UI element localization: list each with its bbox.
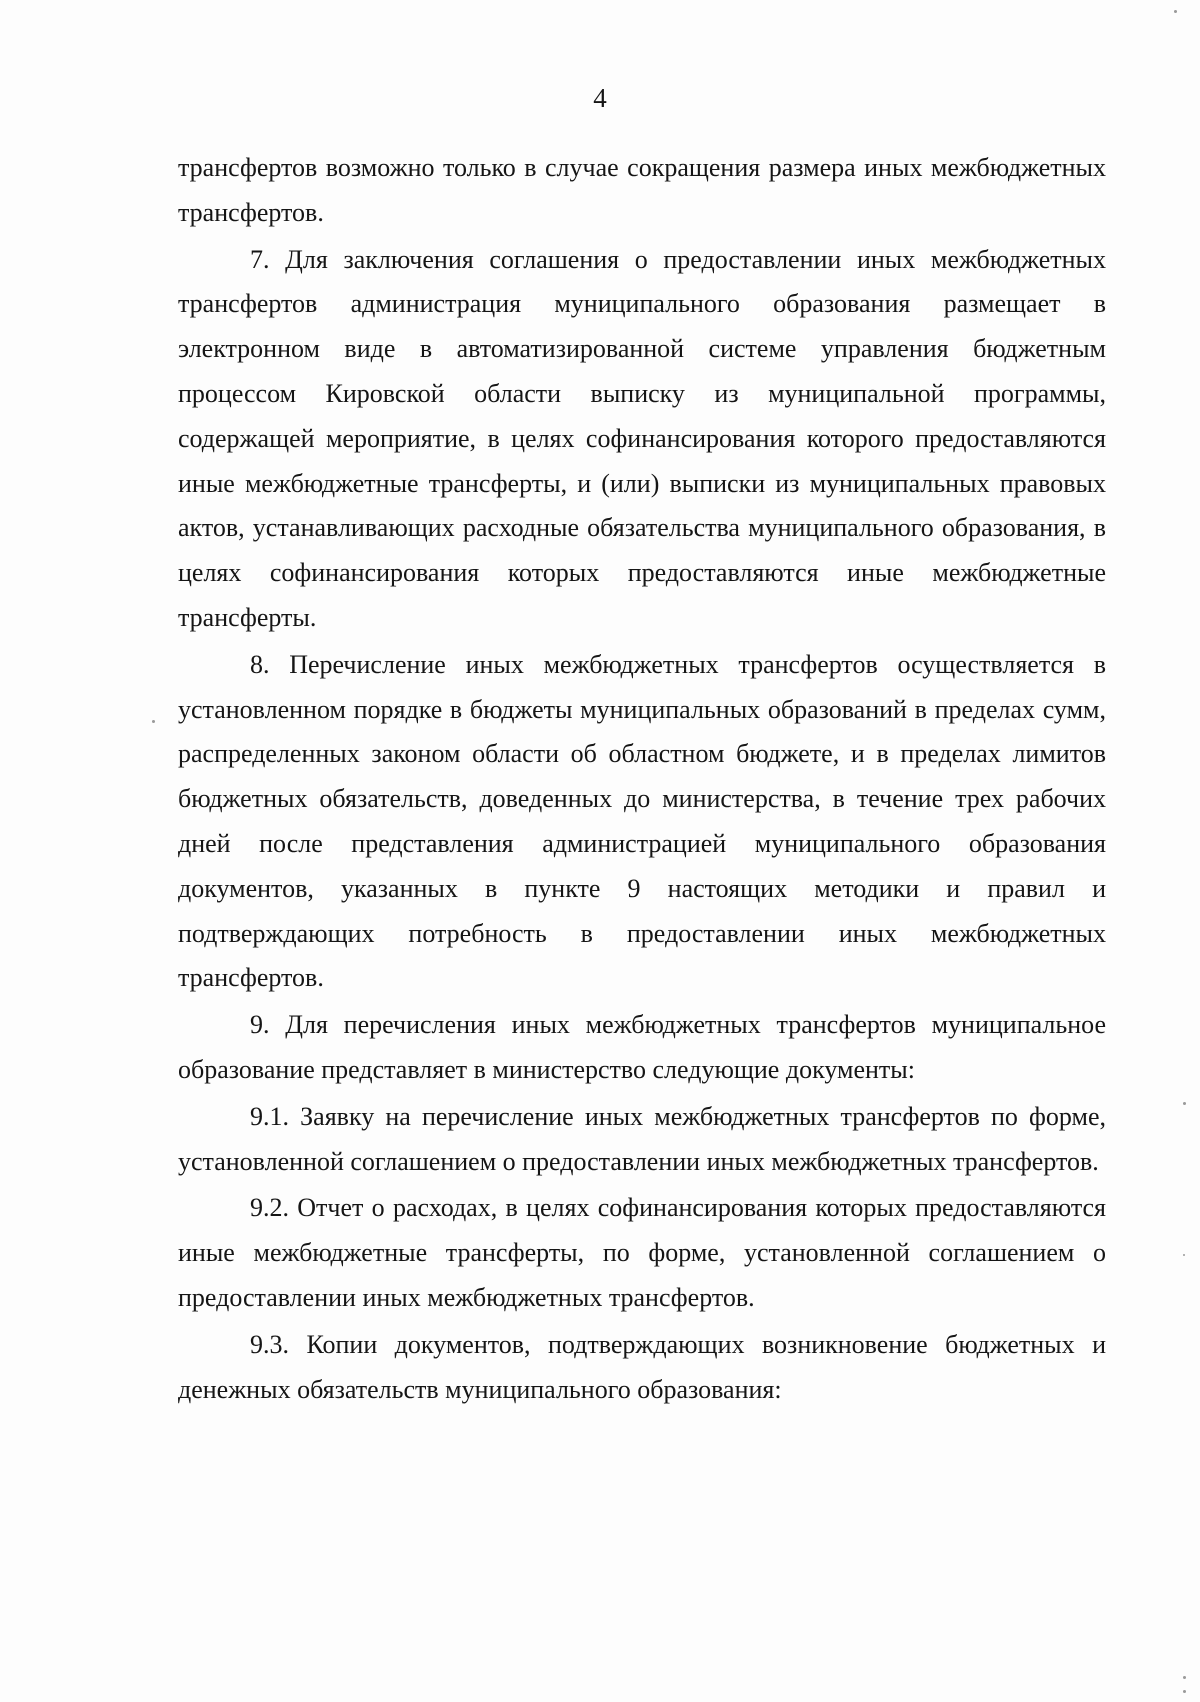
document-body: [178, 146, 1106, 1414]
paragraph-continuation: трансфертов возможно только в случае сокращения размера иных межбюджетных трансфертов.: [178, 153, 1106, 227]
scan-speck: [1183, 1102, 1186, 1105]
paragraph-9-3: 9.3. Копии документов, подтверждающих возникновение бюджетных и денежных обязательств муниципального образования:: [178, 1329, 1106, 1404]
scan-speck: [1183, 1254, 1185, 1256]
scan-speck: [1174, 10, 1177, 13]
scan-speck: [1183, 1676, 1186, 1679]
page-number: 4: [593, 83, 607, 113]
paragraph-9-2: 9.2. Отчет о расходах, в целях софинансирования которых предоставляются иные межбюджетные трансферты, по форме, установленной соглашением о предоставлении иных межбюджетных трансфертов.: [178, 1193, 1106, 1312]
paragraph-9: 9. Для перечисления иных межбюджетных трансфертов муниципальное образование представляет в министерство следующие документы:: [178, 1010, 1106, 1084]
scan-speck: [1183, 1690, 1186, 1693]
paragraph-9-1: 9.1. Заявку на перечисление иных межбюджетных трансфертов по форме, установленной соглашением о предоставлении иных межбюджетных трансфертов.: [178, 1101, 1106, 1176]
paragraph-8: 8. Перечисление иных межбюджетных трансфертов осуществляется в установленном порядке в бюджеты муниципальных образований в пределах сумм, распределенных законом области об областном бюджете, и в пределах лимитов бюджетных обязательств, доведенных до министерства, в течение трех рабочих дней после представления администрацией муниципального образования документов, указанных в пункте 9 настоящих методики и правил и подтверждающих потребность в предоставлении иных межбюджетных трансфертов.: [178, 649, 1106, 993]
paragraph-7: 7. Для заключения соглашения о предоставлении иных межбюджетных трансфертов администрация муниципального образования размещает в электронном виде в автоматизированной системе управления бюджетным процессом Кировской области выписку из муниципальной программы, содержащей мероприятие, в целях софинансирования которого предоставляются иные межбюджетные трансферты, и (или) выписки из муниципальных правовых актов, устанавливающих расходные обязательства муниципального образования, в целях софинансирования которых предоставляются иные межбюджетные трансферты.: [178, 244, 1106, 632]
scan-speck: [152, 720, 155, 723]
